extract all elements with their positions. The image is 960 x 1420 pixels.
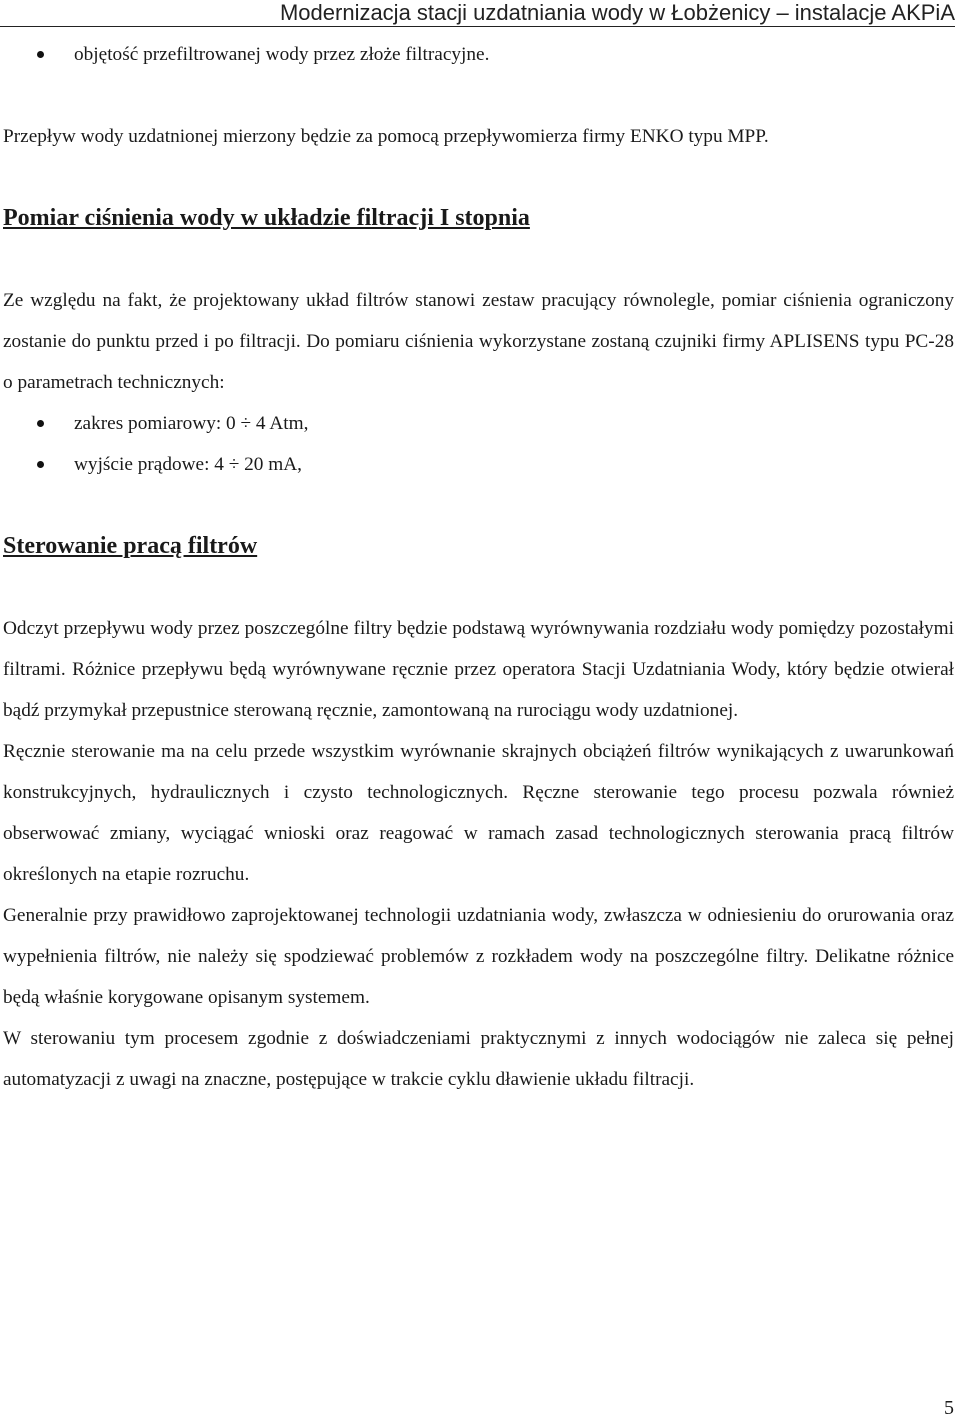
page-content (3, 34, 954, 1100)
document-title: Modernizacja stacji uzdatniania wody w Łobżenicy – instalacje AKPiA (279, 0, 955, 25)
bullet-list-pressure (3, 403, 954, 485)
bullet-icon (37, 51, 44, 58)
running-header (0, 0, 955, 27)
control-paragraph: W sterowaniu tym procesem zgodnie z doświadczeniami praktycznymi z innych wodociągów nie zaleca się pełnej automatyzacji z uwagi na znaczne, postępujące w trakcie cyklu dławienie układu filtracji. (3, 1028, 954, 1090)
control-paragraph: Ręcznie sterowanie ma na celu przede wszystkim wyrównanie skrajnych obciążeń filtrów wynikających z uwarunkowań konstrukcyjnych, hydraulicznych i czysto technologicznych. Ręczne sterowanie tego procesu pozwala również obserwować zmiany, wyciągać wnioski oraz reagować w ramach zasad technologicznych sterowania pracą filtrów określonych na etapie rozruchu. (3, 741, 954, 885)
section-heading-control: Sterowanie pracą filtrów (3, 533, 258, 559)
list-item: wyjście prądowe: 4 ÷ 20 mA, (3, 444, 954, 485)
control-paragraph: Generalnie przy prawidłowo zaprojektowanej technologii uzdatniania wody, zwłaszcza w odniesieniu do orurowania oraz wypełnienia filtrów, nie należy się spodziewać problemów z rozkładem wody na poszczególne filtry. Delikatne różnice będą właśnie korygowane opisanym systemem. (3, 905, 954, 1008)
list-item: objętość przefiltrowanej wody przez złoże filtracyjne. (3, 34, 954, 75)
list-item: zakres pomiarowy: 0 ÷ 4 Atm, (3, 403, 954, 444)
bullet-icon (37, 461, 44, 468)
section-heading-pressure: Pomiar ciśnienia wody w układzie filtracji I stopnia (3, 205, 530, 231)
pressure-paragraph: Ze względu na fakt, że projektowany układ filtrów stanowi zestaw pracujący równolegle, pomiar ciśnienia ograniczony zostanie do punktu przed i po filtracji. Do pomiaru ciśnienia wykorzystane zostaną czujniki firmy APLISENS typu PC-28 o parametrach technicznych: (3, 290, 954, 393)
bullet-icon (37, 420, 44, 427)
flow-measurement-paragraph: Przepływ wody uzdatnionej mierzony będzie za pomocą przepływomierza firmy ENKO typu MPP. (3, 126, 769, 147)
bullet-list-top (3, 34, 954, 75)
control-paragraph: Odczyt przepływu wody przez poszczególne filtry będzie podstawą wyrównywania rozdziału wody pomiędzy pozostałymi filtrami. Różnice przepływu będą wyrównywane ręcznie przez operatora Stacji Uzdatniania Wody, który będzie otwierał bądź przymykał przepustnice sterowaną ręcznie, zamontowaną na rurociągu wody uzdatnionej. (3, 618, 954, 721)
page-number: 5 (944, 1397, 954, 1419)
